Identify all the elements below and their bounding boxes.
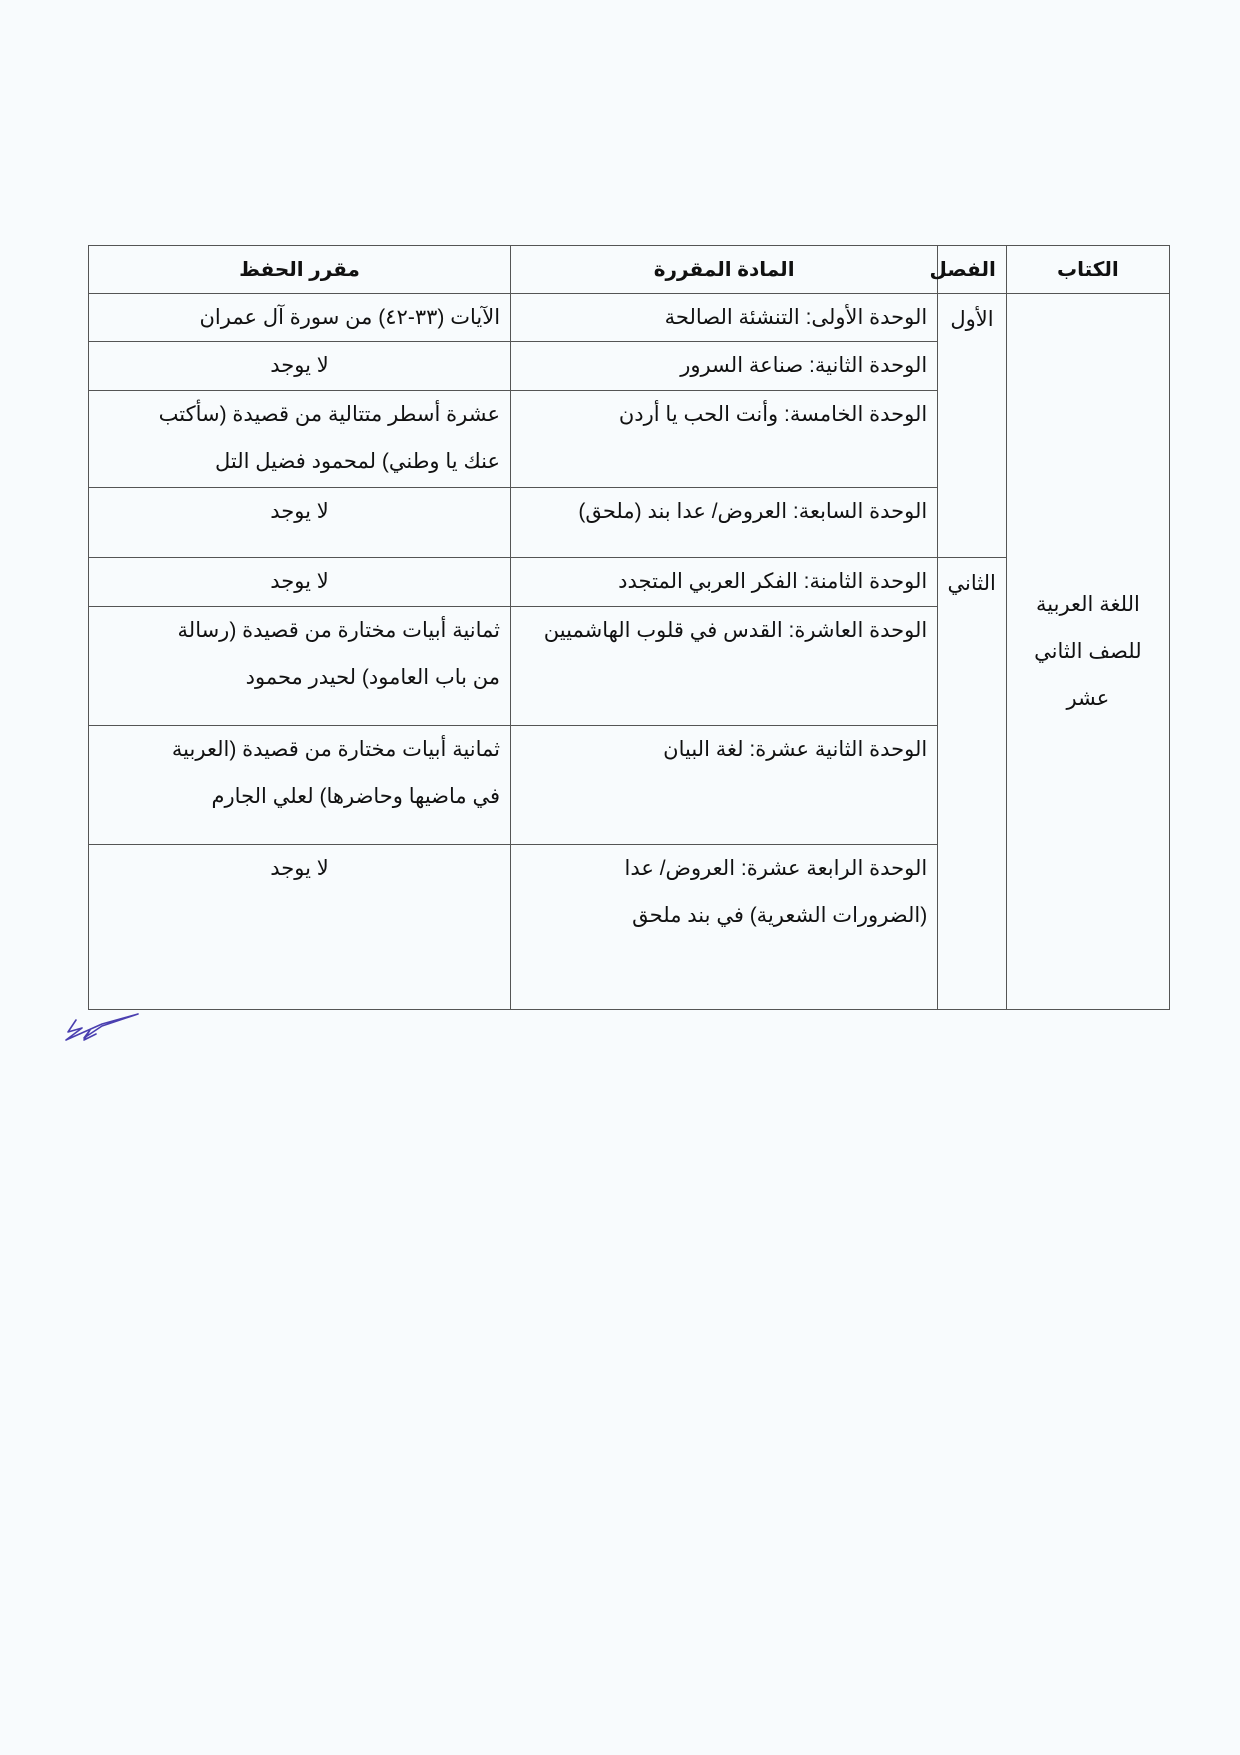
memorization-cell [89, 294, 511, 342]
subject-cell [511, 845, 938, 1010]
subject-text: الوحدة الثامنة: الفكر العربي المتجدد [618, 570, 928, 593]
subject-cell [511, 726, 938, 845]
subject-text: الوحدة الخامسة: وأنت الحب يا أردن [618, 403, 928, 426]
term-second: الثاني [938, 558, 1007, 1010]
subject-cell [511, 294, 938, 342]
book-line: عشر [1066, 687, 1110, 710]
subject-cell [511, 558, 938, 607]
memorization-text: عشرة أسطر متتالية من قصيدة (سأكتب [158, 403, 501, 426]
memorization-cell [89, 391, 511, 488]
header-row [89, 246, 1170, 294]
memorization-text: لا يوجد [270, 500, 329, 523]
memorization-cell [89, 607, 511, 726]
handwritten-signature-icon [62, 1010, 152, 1050]
header-subject: المادة المقررة [511, 246, 938, 294]
subject-text: الوحدة العاشرة: القدس في قلوب الهاشميين [543, 619, 928, 642]
subject-text: الوحدة الثانية عشرة: لغة البيان [663, 738, 928, 761]
memorization-text: الآيات (٣٣-٤٢) من سورة آل عمران [199, 306, 501, 329]
book-line: للصف الثاني [1034, 640, 1142, 663]
memorization-cell [89, 558, 511, 607]
subject-text: الوحدة السابعة: العروض/ عدا بند (ملحق) [578, 500, 928, 523]
header-memorization: مقرر الحفظ [89, 246, 511, 294]
book-line: اللغة العربية [1036, 593, 1140, 616]
memorization-text: ثمانية أبيات مختارة من قصيدة (العربية [171, 738, 501, 761]
subject-cell [511, 488, 938, 558]
subject-text: الوحدة الثانية: صناعة السرور [680, 354, 928, 377]
subject-text: (الضرورات الشعرية) في بند ملحق [632, 904, 928, 927]
memorization-text: في ماضيها وحاضرها) لعلي الجارم [211, 785, 501, 808]
memorization-text: لا يوجد [270, 354, 329, 377]
memorization-text: لا يوجد [270, 857, 329, 880]
memorization-cell [89, 726, 511, 845]
memorization-cell [89, 488, 511, 558]
curriculum-table [88, 245, 1170, 1010]
header-term: الفصل [938, 246, 1007, 294]
memorization-cell [89, 845, 511, 1010]
memorization-text: من باب العامود) لحيدر محمود [245, 666, 501, 689]
header-book: الكتاب [1006, 246, 1169, 294]
subject-cell [511, 342, 938, 391]
subject-cell [511, 391, 938, 488]
subject-text: الوحدة الرابعة عشرة: العروض/ عدا [624, 857, 928, 880]
memorization-text: ثمانية أبيات مختارة من قصيدة (رسالة [177, 619, 501, 642]
memorization-text: عنك يا وطني) لمحمود فضيل التل [214, 450, 501, 473]
table-row [89, 294, 1170, 342]
subject-cell [511, 607, 938, 726]
memorization-text: لا يوجد [270, 570, 329, 593]
memorization-cell [89, 342, 511, 391]
subject-text: الوحدة الأولى: التنشئة الصالحة [664, 306, 928, 329]
book-cell [1006, 294, 1169, 1010]
term-first: الأول [938, 294, 1007, 558]
